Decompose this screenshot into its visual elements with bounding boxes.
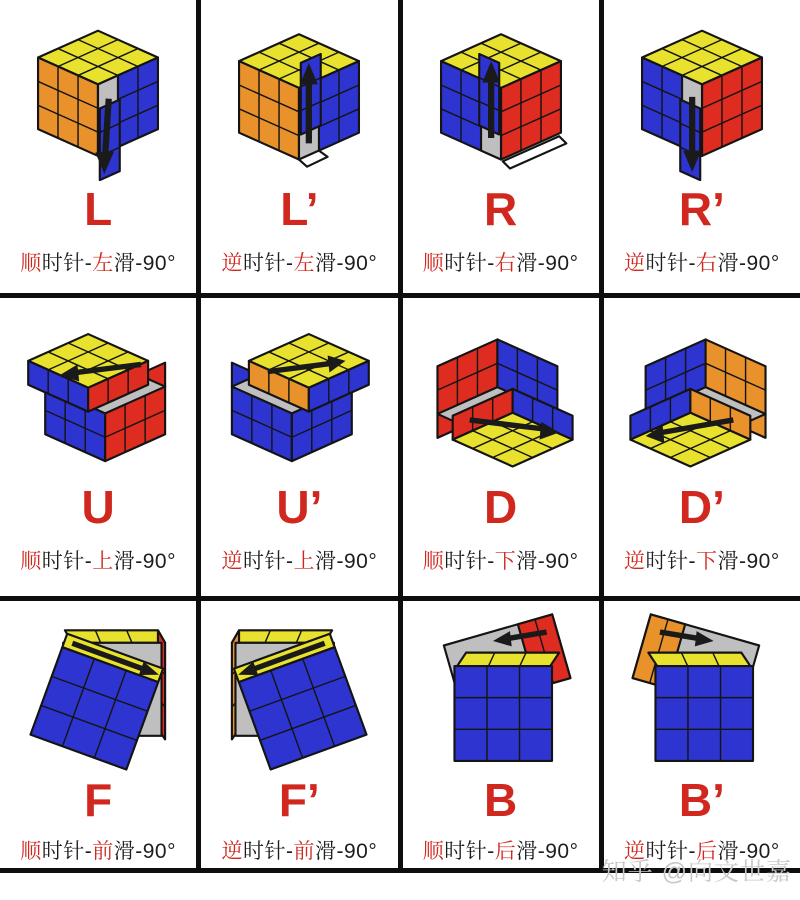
watermark: 知乎 @向文世嘉: [601, 858, 792, 886]
move-label-r-prime: R’: [678, 183, 725, 235]
move-label-f-prime: F’: [278, 774, 320, 826]
move-label-l-prime: L’: [280, 183, 319, 235]
move-caption-b-prime: 逆时针-后滑-90°: [624, 840, 780, 863]
cell-b: [403, 601, 604, 868]
cell-l-prime: [201, 0, 402, 293]
cube-illustration-l-prime: [214, 8, 384, 184]
move-label-l: L: [84, 183, 113, 235]
cell-f: [0, 601, 201, 868]
cube-illustration-r: [416, 8, 586, 184]
move-caption-u: 顺时针-上滑-90°: [20, 550, 176, 573]
move-label-b-prime: B’: [678, 774, 725, 826]
move-caption-d-prime: 逆时针-下滑-90°: [624, 550, 780, 573]
cube-illustration-u-prime: [214, 306, 384, 482]
move-caption-d: 顺时针-下滑-90°: [422, 550, 579, 573]
move-label-d: D: [484, 481, 518, 533]
cube-illustration-d: [416, 306, 586, 482]
move-caption-f-prime: 逆时针-前滑-90°: [221, 840, 378, 863]
cell-d-prime: [604, 298, 800, 596]
cell-l: [0, 0, 201, 293]
cube-illustration-f-prime: [214, 609, 384, 775]
cube-illustration-l: [13, 8, 183, 184]
move-caption-b: 顺时针-后滑-90°: [422, 840, 579, 863]
row-front-back-moves: [0, 601, 800, 873]
cell-b-prime: [604, 601, 800, 868]
move-label-r: R: [484, 183, 518, 235]
move-label-f: F: [84, 774, 113, 826]
cell-u-prime: [201, 298, 402, 596]
cube-illustration-d-prime: [617, 306, 787, 482]
move-label-d-prime: D’: [678, 481, 725, 533]
move-caption-u-prime: 逆时针-上滑-90°: [221, 550, 378, 573]
cube-illustration-f: [13, 609, 183, 775]
move-caption-r: 顺时针-右滑-90°: [422, 252, 579, 275]
row-top-bottom-moves: [0, 298, 800, 601]
cell-r-prime: [604, 0, 800, 293]
row-side-moves: [0, 0, 800, 298]
cell-r: [403, 0, 604, 293]
cube-illustration-r-prime: [617, 8, 787, 184]
cell-d: [403, 298, 604, 596]
cube-illustration-b: [416, 609, 586, 775]
move-caption-f: 顺时针-前滑-90°: [20, 840, 176, 863]
cube-illustration-b-prime: [617, 609, 787, 775]
move-label-u-prime: U’: [276, 481, 323, 533]
move-label-b: B: [484, 774, 518, 826]
cell-f-prime: [201, 601, 402, 868]
cube-illustration-u: [13, 306, 183, 482]
move-caption-l: 顺时针-左滑-90°: [20, 252, 176, 275]
cell-u: [0, 298, 201, 596]
move-caption-r-prime: 逆时针-右滑-90°: [624, 252, 780, 275]
move-label-u: U: [81, 481, 115, 533]
move-caption-l-prime: 逆时针-左滑-90°: [221, 252, 378, 275]
